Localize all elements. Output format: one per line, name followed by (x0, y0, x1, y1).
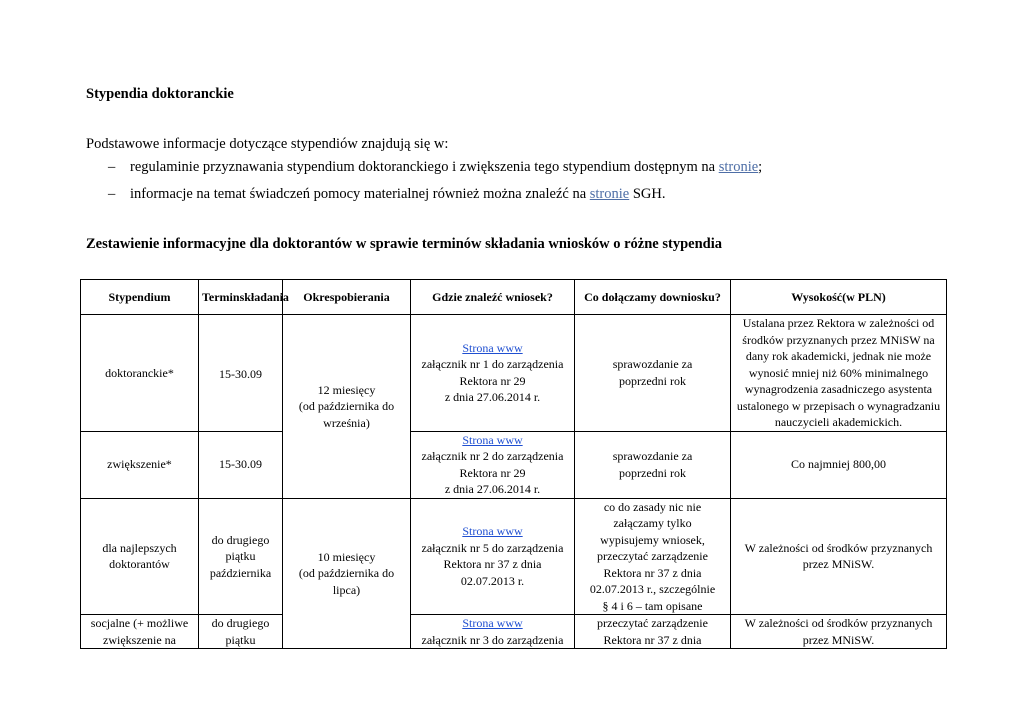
info-list (86, 159, 762, 213)
header-termin: Terminskładania (199, 280, 283, 315)
cell-where: Strona www załącznik nr 5 do zarządzenia Rektora nr 37 z dnia 02.07.2013 r. (411, 498, 575, 615)
table-title: Zestawienie informacyjne dla doktorantów w sprawie terminów składania wniosków o różne stypendia (86, 236, 722, 252)
form-link[interactable]: Strona www (462, 524, 523, 539)
cell-termin: 15-30.09 (199, 315, 283, 432)
cell-name: socjalne (+ możliwe zwiększenie na (81, 615, 199, 649)
cell-termin: 15-30.09 (199, 431, 283, 498)
cell-where: Strona www załącznik nr 3 do zarządzenia (411, 615, 575, 649)
intro-paragraph: Podstawowe informacje dotyczące stypendiów znajdują się w: (86, 136, 449, 152)
form-link[interactable]: Strona www (462, 616, 523, 630)
header-okres: Okrespobierania (283, 280, 411, 315)
cell-attach: co do zasady nic nie załączamy tylko wypisujemy wniosek, przeczytać zarządzenie Rektora nr 37 z dnia 02.07.2013 r., szczególnie § 4 i 6 – tam opisane (575, 498, 731, 615)
sgh-aid-link[interactable]: stronie (589, 186, 630, 202)
cell-name: dla najlepszych doktorantów (81, 498, 199, 615)
list-dash: – (108, 186, 116, 202)
table-header-row (81, 280, 947, 315)
cell-okres: 10 miesięcy (od października do lipca) (283, 498, 411, 649)
cell-amount: Co najmniej 800,00 (731, 431, 947, 498)
cell-name: zwiększenie* (81, 431, 199, 498)
scholarship-table (80, 279, 947, 649)
form-link[interactable]: Strona www (462, 340, 523, 355)
cell-okres: 12 miesięcy (od października do września) (283, 315, 411, 499)
cell-where: Strona www załącznik nr 1 do zarządzenia Rektora nr 29 z dnia 27.06.2014 r. (411, 315, 575, 432)
header-gdzie: Gdzie znaleźć wniosek? (411, 280, 575, 315)
list-item (86, 159, 762, 186)
cell-termin: do drugiego piątku października (199, 498, 283, 615)
list-item-text: informacje na temat świadczeń pomocy materialnej również można znaleźć na stronie SGH. (130, 186, 666, 202)
header-wysokosc: Wysokość(w PLN) (731, 280, 947, 315)
header-co: Co dołączamy downiosku? (575, 280, 731, 315)
table-row (81, 431, 947, 498)
page-title: Stypendia doktoranckie (86, 86, 234, 102)
cell-attach: sprawozdanie za poprzedni rok (575, 431, 731, 498)
cell-amount: W zależności od środków przyznanych przez MNiSW. (731, 498, 947, 615)
cell-attach: sprawozdanie za poprzedni rok (575, 315, 731, 432)
cell-amount: W zależności od środków przyznanych przez MNiSW. (731, 615, 947, 649)
header-stypendium: Stypendium (81, 280, 199, 315)
table-row (81, 615, 947, 649)
regulation-link[interactable]: stronie (718, 159, 759, 175)
list-item-text: regulaminie przyznawania stypendium doktoranckiego i zwiększenia tego stypendium dostępnym na stronie; (130, 159, 763, 175)
table-row (81, 498, 947, 615)
cell-name: doktoranckie* (81, 315, 199, 432)
cell-where: Strona www załącznik nr 2 do zarządzenia Rektora nr 29 z dnia 27.06.2014 r. (411, 431, 575, 498)
cell-termin: do drugiego piątku (199, 615, 283, 649)
table-row (81, 315, 947, 432)
form-link[interactable]: Strona www (462, 432, 523, 447)
list-dash: – (108, 159, 116, 175)
cell-amount: Ustalana przez Rektora w zależności od środków przyznanych przez MNiSW na dany rok akademicki, jednak nie może wynosić mniej niż 60% minimalnego wynagrodzenia zasadniczego asystenta ustalonego w przepisach o wynagradzaniu nauczycieli akademickich. (731, 315, 947, 432)
cell-attach: przeczytać zarządzenie Rektora nr 37 z dnia (575, 615, 731, 649)
list-item (86, 186, 762, 213)
